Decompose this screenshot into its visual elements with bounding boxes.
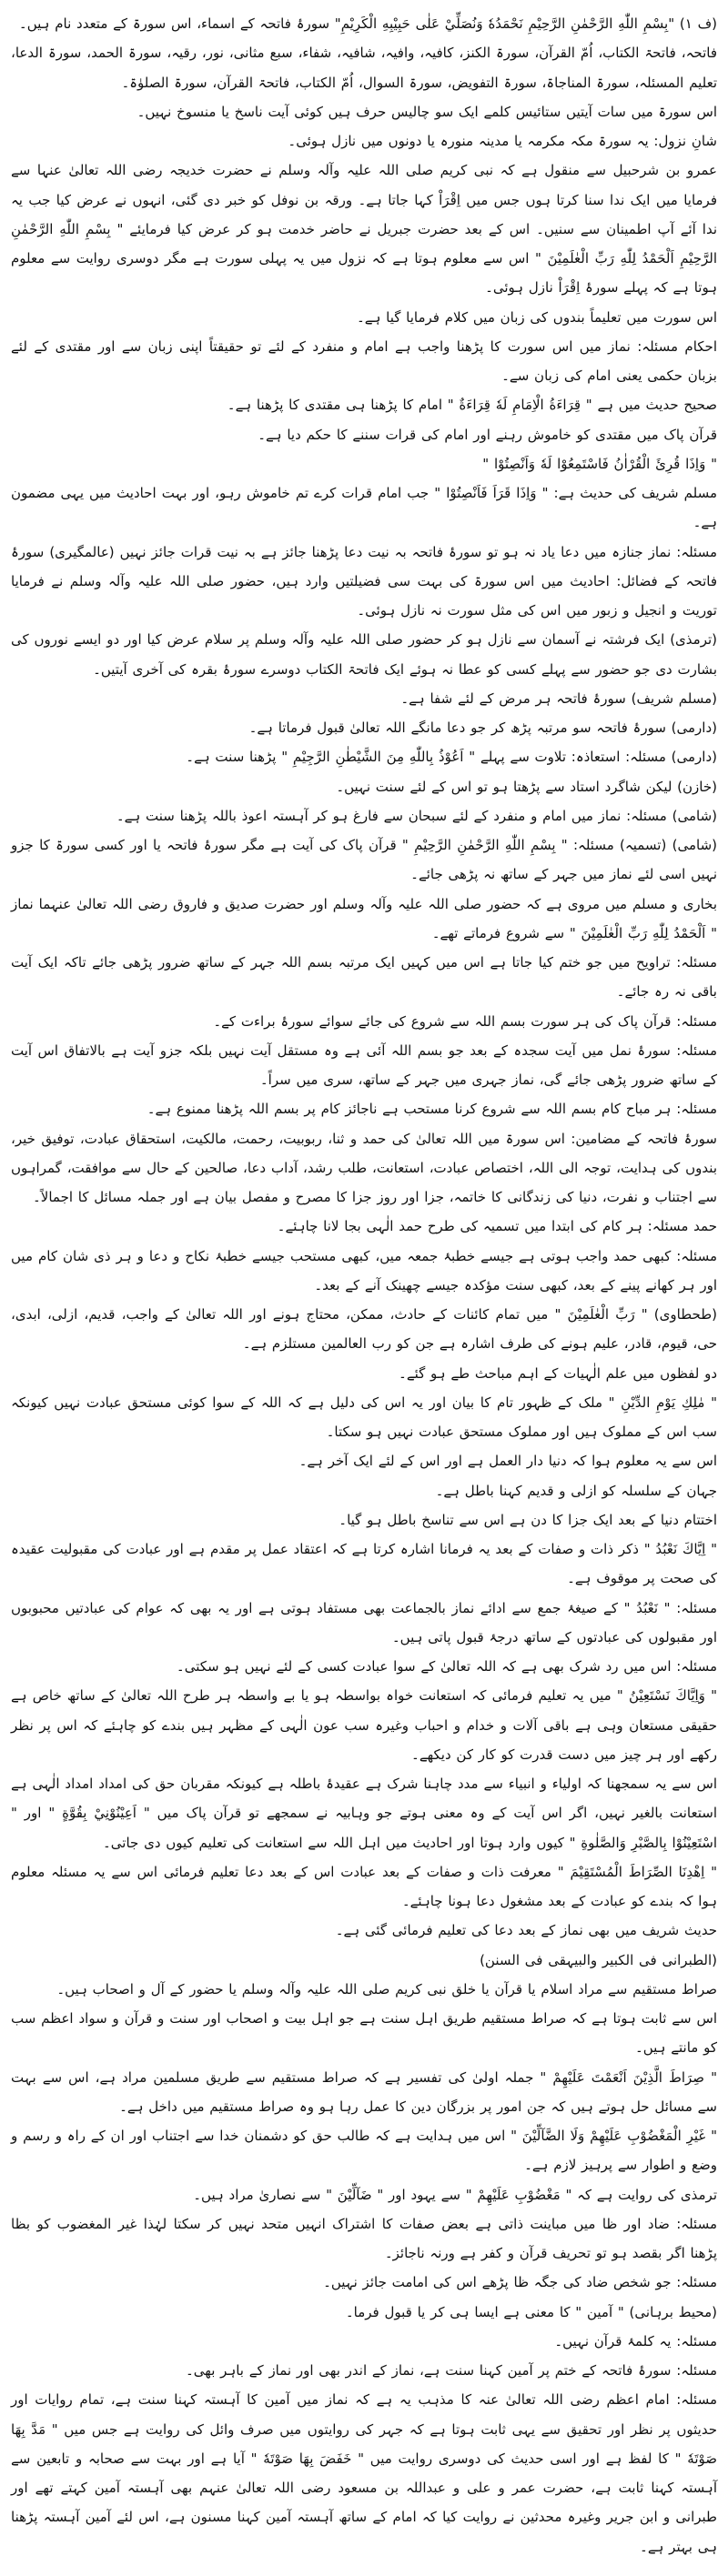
paragraph: (شامی) مسئلہ: نماز میں امام و منفرد کے لئے سبحان سے فارغ ہو کر آہستہ اعوذ باللہ پڑھنا سنت ہے۔ (116, 807, 717, 824)
paragraph: " غَيْرِ الْمَغْضُوْبِ عَلَيْهِمْ وَلَا الضَّآلِّيْنَ " اس میں ہدایت ہے کہ طالب حق کو دشمنان خدا سے اجتناب اور ان کے راہ و رسم و وضع و اطوار سے پرہیز لازم ہے۔ (11, 2128, 717, 2174)
paragraph: اس سے ثابت ہوتا ہے کہ صراط مستقیم طریق اہل سنت ہے جو اہل بیت و اصحاب اور سنت و قرآن و سواد اعظم سب کو مانتے ہیں۔ (11, 2010, 717, 2057)
paragraph: اس سورۃ میں سات آیتیں ستائیس کلمے ایک سو چالیس حرف ہیں کوئی آیت ناسخ یا منسوخ نہیں۔ (136, 103, 717, 120)
paragraph: اس سے یہ سمجھنا کہ اولیاء و انبیاء سے مدد چاہنا شرک ہے عقیدۂ باطلہ ہے کیونکہ مقربان حق کی امداد امداد الٰہی ہے استعانت بالغیر نہیں، اگر اس آیت کے وہ معنی ہوتے جو وہابیہ نے سمجھے تو قرآن پاک میں " اَعِيْنُوْنِيْ بِقُوَّةٍ " اور " اسْتَعِيْنُوْا بِالصَّبْرِ وَالصَّلٰوةِ " کیوں وارد ہوتا اور احادیث میں اہل اللہ سے استعانت کی تعلیم کیوں دی جاتی۔ (11, 1776, 717, 1851)
paragraph: " اِيَّاكَ نَعْبُدُ " ذکر ذات و صفات کے بعد یہ فرمانا اشارہ کرتا ہے کہ اعتقاد عمل پر مقدم ہے اور عبادت کی مقبولیت عقیدہ کی صحت پر موقوف ہے۔ (11, 1541, 717, 1587)
paragraph: مسئلہ: کبھی حمد واجب ہوتی ہے جیسے خطبۂ جمعہ میں، کبھی مستحب جیسے خطبۂ نکاح و دعا و ہر ذی شان کام میں اور ہر کھانے پینے کے بعد، کبھی سنت مؤکدہ جیسے چھینک آنے کے بعد۔ (11, 1247, 717, 1293)
paragraph: " وَاِذَا قُرِئَ الْقُرْاٰنُ فَاسْتَمِعُوْا لَهٗ وَاَنْصِتُوْا " (482, 455, 717, 472)
paragraph: (خازن) لیکن شاگرد استاد سے پڑھتا ہو تو اس کے لئے سنت نہیں۔ (336, 778, 717, 795)
paragraph: مسئلہ: ہر مباح کام بسم اللہ سے شروع کرنا مستحب ہے ناجائز کام پر بسم اللہ پڑھنا ممنوع ہے۔ (147, 1101, 717, 1118)
paragraph: فاتحہ، فاتحۃ الکتاب، اُمّ القرآن، سورۃ الکنز، کافیہ، وافیہ، شافیہ، شفاء، سبع مثانی، نور، رقیہ، سورۃ الحمد، سورۃ الدعا، تعلیم المسئلہ، سورۃ المناجاۃ، سورۃ التفویض، سورۃ السوال، اُمّ الکتاب، فاتحۃ القرآن، سورۃ الصلوٰۃ۔ (11, 45, 717, 91)
paragraph: (ترمذی) ایک فرشتہ نے آسمان سے نازل ہو کر حضور صلی اللہ علیہ وآلہ وسلم پر سلام عرض کیا اور دو ایسے نوروں کی بشارت دی جو حضور سے پہلے کسی کو عطا نہ ہوئے ایک فاتحۃ الکتاب دوسرے سورۂ بقرہ کی آخری آیتیں۔ (11, 631, 717, 678)
paragraph: جہان کے سلسلہ کو ازلی و قدیم کہنا باطل ہے۔ (435, 1482, 717, 1499)
paragraph: مسئلہ: سورۂ نمل میں آیت سجدہ کے بعد جو بسم اللہ آئی ہے وہ مستقل آیت نہیں بلکہ جزو آیت ہے بالاتفاق اس آیت کے ساتھ ضرور پڑھی جائے گی، نماز جہری میں جہر کے ساتھ، سری میں سراً۔ (11, 1041, 717, 1088)
paragraph: (مسلم شریف) سورۂ فاتحہ ہر مرض کے لئے شفا ہے۔ (400, 689, 717, 707)
paragraph: مسلم شریف کی حدیث ہے: " وَاِذَا قَرَاَ فَاَنْصِتُوْا " جب امام قرات کرے تم خاموش رہو، اور بہت احادیث میں یہی مضمون ہے۔ (11, 485, 717, 531)
paragraph: ترمذی کی روایت ہے کہ " مَغْضُوْبِ عَلَيْهِمْ " سے یہود اور " ضَآلِّيْنَ " سے نصاریٰ مراد ہیں۔ (193, 2186, 717, 2203)
paragraph: مسئلہ: نماز جنازہ میں دعا یاد نہ ہو تو سورۂ فاتحہ بہ نیت دعا پڑھنا جائز ہے بہ نیت قرات جائز نہیں (عالمگیری) سورۂ فاتحہ کے فضائل: احادیث میں اس سورۃ کی بہت سی فضیلتیں وارد ہیں، حضور صلی اللہ علیہ وآلہ وسلم نے فرمایا توریت و انجیل و زبور میں اس کی مثل سورت نہ نازل ہوئی۔ (11, 543, 717, 619)
paragraph: مسئلہ: سورۂ فاتحہ کے ختم پر آمین کہنا سنت ہے، نماز کے اندر بھی اور نماز کے باہر بھی۔ (186, 2362, 717, 2379)
paragraph: مسئلہ: ضاد اور ظا میں مباینت ذاتی ہے بعض صفات کا اشتراک انہیں متحد نہیں کر سکتا لہٰذا غیر المغضوب کو بظا پڑھنا اگر بقصد ہو تو تحریف قرآن و کفر ہے ورنہ ناجائز۔ (11, 2215, 717, 2261)
paragraph: مسئلہ: امام اعظم رضی اللہ تعالیٰ عنہ کا مذہب یہ ہے کہ نماز میں آمین کا آہستہ کہنا سنت ہے، تمام روایات اور حدیثوں پر نظر اور تحقیق سے یہی ثابت ہوتا ہے کہ جہر کی روایتوں میں صرف وائل کی روایت ہے جس میں " مَدَّ بِهَا صَوْتَهٗ " کا لفظ ہے اور اسی حدیث کی دوسری روایت میں " خَفَضَ بِهَا صَوْتَهٗ " آیا ہے اور بہت سے صحابہ و تابعین سے آہستہ کہنا ثابت ہے، حضرت عمر و علی و عبداللہ بن مسعود رضی اللہ تعالیٰ عنہم بھی آہستہ آمین کہتے تھے اور طبرانی و ابن جریر وغیرہ محدثین نے روایت کیا کہ امام کے ساتھ آہستہ آمین کہنا مسنون ہے، اس لئے آمین آہستہ پڑھنا ہی بہتر ہے۔ (11, 2391, 717, 2555)
paragraph: (ف ۱) "بِسْمِ اللّٰهِ الرَّحْمٰنِ الرَّحِيْمِ نَحْمَدُهٗ وَنُصَلِّيْ عَلٰى حَبِيْبِهِ الْكَرِيْمِ" سورۂ فاتحہ کے اسماء، اس سورۃ کے متعدد نام ہیں۔ (18, 15, 717, 32)
paragraph: شانِ نزول: یہ سورۃ مکہ مکرمہ یا مدینہ منورہ یا دونوں میں نازل ہوئی۔ (288, 133, 717, 149)
paragraph: " مٰلِكِ يَوْمِ الدِّيْنِ " ملک کے ظہور تام کا بیان اور یہ اس کی دلیل ہے کہ اللہ کے سوا کوئی مستحق عبادت نہیں کیونکہ سب اس کے مملوک ہیں اور مملوک مستحق عبادت نہیں ہو سکتا۔ (11, 1394, 717, 1440)
paragraph: مسئلہ: قرآن پاک کی ہر سورت بسم اللہ سے شروع کی جائے سوائے سورۂ براءت کے۔ (213, 1012, 717, 1030)
paragraph: اختتام دنیا کے بعد ایک جزا کا دن ہے اس سے تناسخ باطل ہو گیا۔ (339, 1511, 717, 1528)
paragraph: (الطبرانی فی الکبیر والبیہقی فی السنن) (480, 1951, 717, 1968)
paragraph: صحیح حدیث میں ہے " قِرَاءَةُ الْاِمَامِ لَهٗ قِرَاءَةٌ " امام کا پڑھنا ہی مقتدی کا پڑھنا ہے۔ (227, 397, 717, 414)
paragraph: مسئلہ: اس میں رد شرک بھی ہے کہ اللہ تعالیٰ کے سوا عبادت کسی کے لئے نہیں ہو سکتی۔ (176, 1658, 717, 1675)
paragraph: سورۂ فاتحہ کے مضامین: اس سورۃ میں اللہ تعالیٰ کی حمد و ثنا، ربوبیت، رحمت، مالکیت، استحقاق عبادت، توفیق خیر، بندوں کی ہدایت، توجہ الی اللہ، اختصاص عبادت، استعانت، طلب رشد، آداب دعا، صالحین کے حال سے موافقت، گمراہوں سے اجتناب و نفرت، دنیا کی زندگانی کا خاتمہ، جزا اور روز جزا کا مصرح و مفصل بیان ہے اور جملہ مسائل کا اجمالاً۔ (11, 1130, 717, 1205)
paragraph: (طحطاوی) " رَبِّ الْعٰلَمِيْنَ " میں تمام کائنات کے حادث، ممکن، محتاج ہونے اور اللہ تعالیٰ کے واجب، قدیم، ازلی، ابدی، حی، قیوم، قادر، علیم ہونے کی طرف اشارہ ہے جن کو رب العالمین مستلزم ہے۔ (11, 1306, 717, 1353)
paragraph: مسئلہ: " نَعْبُدُ " کے صیغۂ جمع سے ادائے نماز بالجماعت بھی مستفاد ہوتی ہے اور یہ بھی کہ عوام کی عبادتیں محبوبوں اور مقبولوں کی عبادتوں کے ساتھ درجۂ قبول پاتی ہیں۔ (11, 1599, 717, 1645)
paragraph: " وَاِيَّاكَ نَسْتَعِيْنُ " میں یہ تعلیم فرمائی کہ استعانت خواہ بواسطہ ہو یا بے واسطہ ہر طرح اللہ تعالیٰ کے ساتھ خاص ہے حقیقی مستعان وہی ہے باقی آلات و خدام و احباب وغیرہ سب عون الٰہی کے مظہر ہیں بندے کو چاہئے کہ اس پر نظر رکھے اور ہر چیز میں دست قدرت کو کار کن دیکھے۔ (11, 1687, 717, 1763)
paragraph: (محیط برہانی) " آمین " کا معنی ہے ایسا ہی کر یا قبول فرما۔ (345, 2303, 717, 2320)
paragraph: اس سورت میں تعلیماً بندوں کی زبان میں کلام فرمایا گیا ہے۔ (357, 308, 717, 326)
paragraph: دو لفظوں میں علم الٰہیات کے اہم مباحث طے ہو گئے۔ (399, 1364, 717, 1382)
paragraph: بخاری و مسلم میں مروی ہے کہ حضور صلی اللہ علیہ وآلہ وسلم اور حضرت صدیق و فاروق رضی اللہ تعالیٰ عنہما نماز " اَلْحَمْدُ لِلّٰهِ رَبِّ الْعٰلَمِيْنَ " سے شروع فرماتے تھے۔ (11, 895, 717, 941)
paragraph: (شامی) (تسمیہ) مسئلہ: " بِسْمِ اللّٰهِ الرَّحْمٰنِ الرَّحِيْمِ " قرآن پاک کی آیت ہے مگر سورۂ فاتحہ یا اور کسی سورۃ کا جزو نہیں اسی لئے نماز میں جہر کے ساتھ نہ پڑھی جائے۔ (11, 837, 717, 883)
paragraph: قرآن پاک میں مقتدی کو خاموش رہنے اور امام کی قرات سننے کا حکم دیا ہے۔ (258, 426, 717, 443)
paragraph: مسئلہ: جو شخص ضاد کی جگہ ظا پڑھے اس کی امامت جائز نہیں۔ (323, 2274, 717, 2291)
paragraph: " اِهْدِنَا الصِّرَاطَ الْمُسْتَقِيْمَ " معرفت ذات و صفات کے بعد عبادت اس کے بعد دعا تعلیم فرمائی اس سے یہ مسئلہ معلوم ہوا کہ بندے کو عبادت کے بعد مشغول دعا ہونا چاہئے۔ (11, 1863, 717, 1909)
paragraph: حمد مسئلہ: ہر کام کی ابتدا میں تسمیہ کی طرح حمد الٰہی بجا لانا چاہئے۔ (277, 1218, 717, 1235)
paragraph: احکام مسئلہ: نماز میں اس سورت کا پڑھنا واجب ہے امام و منفرد کے لئے تو حقیقتاً اپنی زبان سے اور مقتدی کے لئے بزبان حکمی یعنی امام کی زبان سے۔ (11, 337, 717, 384)
paragraph: (دارمی) مسئلہ: استعاذہ: تلاوت سے پہلے " اَعُوْذُ بِاللّٰهِ مِنَ الشَّيْطٰنِ الرَّجِيْمِ " پڑھنا سنت ہے۔ (186, 749, 717, 766)
paragraph: اس سے یہ معلوم ہوا کہ دنیا دار العمل ہے اور اس کے لئے ایک آخر ہے۔ (298, 1453, 717, 1470)
paragraph: حدیث شریف میں بھی نماز کے بعد دعا کی تعلیم فرمائی گئی ہے۔ (335, 1922, 717, 1939)
paragraph: مسئلہ: یہ کلمۂ قرآن نہیں۔ (554, 2332, 717, 2350)
paragraph: (دارمی) سورۂ فاتحہ سو مرتبہ پڑھ کر جو دعا مانگے اللہ تعالیٰ قبول فرماتا ہے۔ (248, 719, 717, 736)
paragraph: " صِرَاطَ الَّذِيْنَ اَنْعَمْتَ عَلَيْهِمْ " جملہ اولیٰ کی تفسیر ہے کہ صراط مستقیم سے طریق مسلمین مراد ہے، اس سے بہت سے مسائل حل ہوتے ہیں کہ جن امور پر بزرگان دین کا عمل رہا ہو وہ صراط مستقیم میں داخل ہے۔ (11, 2068, 717, 2115)
paragraph: صراط مستقیم سے مراد اسلام یا قرآن یا خلق نبی کریم صلی اللہ علیہ وآلہ وسلم یا حضور کے آل و اصحاب ہیں۔ (56, 1980, 717, 1997)
paragraph: عمرو بن شرحبیل سے منقول ہے کہ نبی کریم صلی اللہ علیہ وآلہ وسلم نے حضرت خدیجہ رضی اللہ تعالیٰ عنہا سے فرمایا میں ایک ندا سنا کرتا ہوں جس میں اِقْرَاْ کہا جاتا ہے۔ ورقہ بن نوفل کو خبر دی گئی، انہوں نے عرض کیا جب یہ ندا آئے آپ اطمینان سے سنیں۔ اس کے بعد حضرت جبریل نے حاضر خدمت ہو کر عرض کیا فرمایئے " بِسْمِ اللّٰهِ الرَّحْمٰنِ الرَّحِيْمِ اَلْحَمْدُ لِلّٰهِ رَبِّ الْعٰلَمِيْنَ " اس سے معلوم ہوتا ہے کہ نزول میں یہ پہلی سورت ہے مگر دوسری روایت سے معلوم ہوتا ہے کہ پہلے سورۂ اِقْرَاْ نازل ہوئی۔ (11, 162, 717, 297)
paragraph: مسئلہ: تراویح میں جو ختم کیا جاتا ہے اس میں کہیں ایک مرتبہ بسم اللہ جہر کے ساتھ ضرور پڑھی جائے تاکہ ایک آیت باقی نہ رہ جائے۔ (11, 954, 717, 1001)
